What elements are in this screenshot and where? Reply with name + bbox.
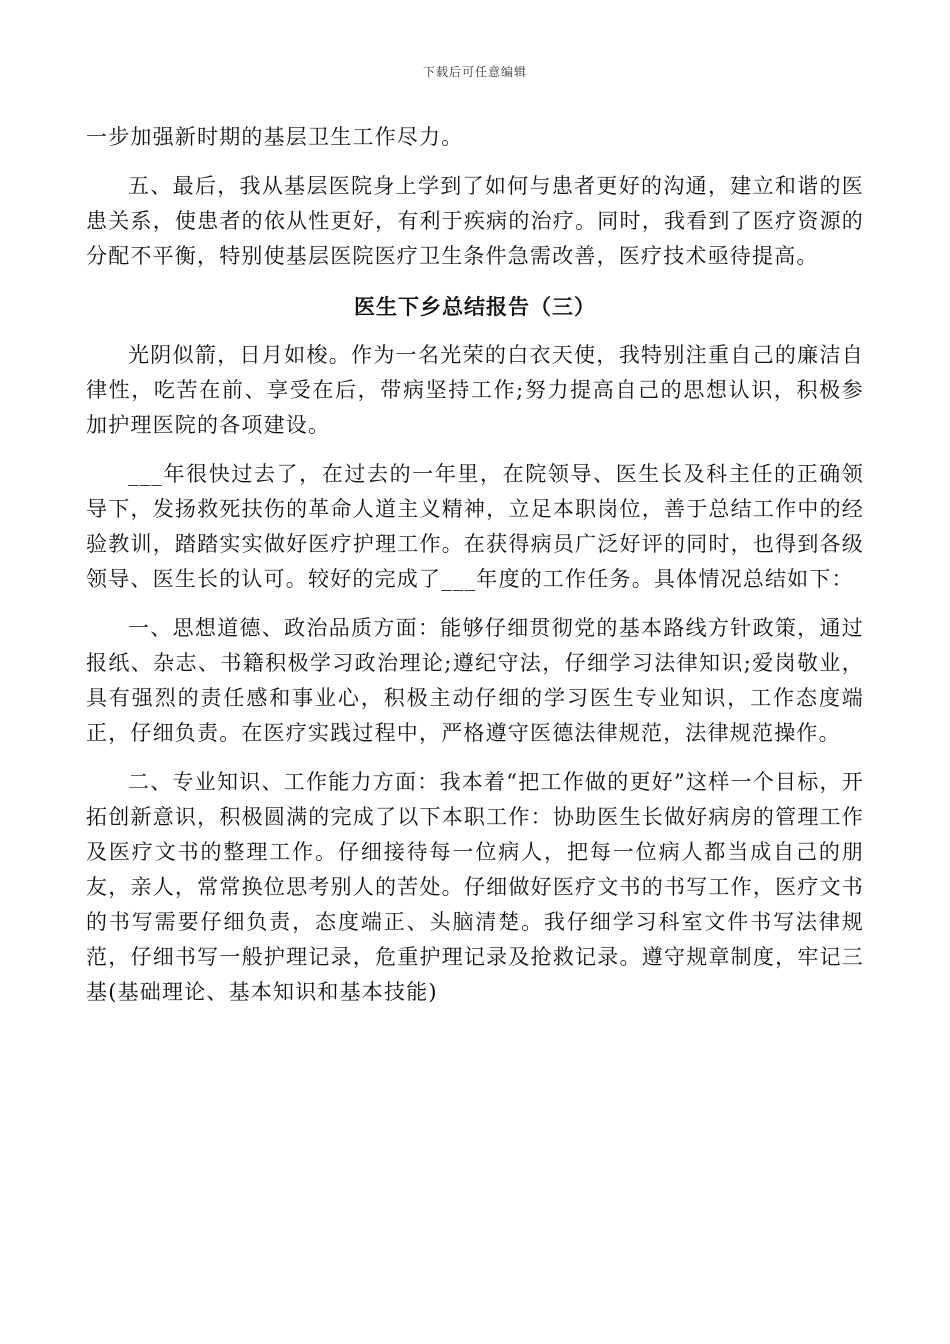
paragraph-continuation: 一步加强新时期的基层卫生工作尽力。: [86, 125, 464, 149]
paragraph-intro: 光阴似箭，日月如梭。作为一名光荣的白衣天使，我特别注重自己的廉洁自律性，吃苦在前、享受在后，带病坚持工作;努力提高自己的思想认识，积极参加护理医院的各项建设。: [86, 343, 864, 437]
section-title: 医生下乡总结报告（三）: [354, 295, 596, 319]
paragraph-year-summary: ___年很快过去了，在过去的一年里，在院领导、医生长及科主任的正确领导下，发扬救死扶伤的革命人道主义精神，立足本职岗位，善于总结工作中的经验教训，踏踏实实做好医疗护理工作。在获得病员广泛好评的同时，也得到各级领导、医生长的认可。较好的完成了___年度的工作任务。具体情况总结如下：: [86, 462, 864, 591]
paragraph-professional: 二、专业知识、工作能力方面：我本着“把工作做的更好”这样一个目标，开拓创新意识，积极圆满的完成了以下本职工作：协助医生长做好病房的管理工作及医疗文书的整理工作。仔细接待每一位病人，把每一位病人都当成自己的朋友，亲人，常常换位思考别人的苦处。仔细做好医疗文书的书写工作，医疗文书的书写需要仔细负责，态度端正、头脑清楚。我仔细学习科室文件书写法律规范，仔细书写一般护理记录，危重护理记录及抢救记录。遵守规章制度，牢记三基(基础理论、基本知识和基本技能): [86, 770, 864, 1004]
paragraph-ideology: 一、思想道德、政治品质方面：能够仔细贯彻党的基本路线方针政策，通过报纸、杂志、书籍积极学习政治理论;遵纪守法，仔细学习法律知识;爱岗敬业，具有强烈的责任感和事业心，积极主动仔细的学习医生专业知识，工作态度端正，仔细负责。在医疗实践过程中，严格遵守医德法律规范，法律规范操作。: [86, 616, 864, 745]
page-header-note: 下载后可任意编辑: [422, 65, 527, 79]
paragraph-five: 五、最后，我从基层医院身上学到了如何与患者更好的沟通，建立和谐的医患关系，使患者的依从性更好，有利于疾病的治疗。同时，我看到了医疗资源的分配不平衡，特别使基层医院医疗卫生条件急需改善，医疗技术亟待提高。: [86, 174, 864, 268]
document-body: [86, 120, 864, 1010]
